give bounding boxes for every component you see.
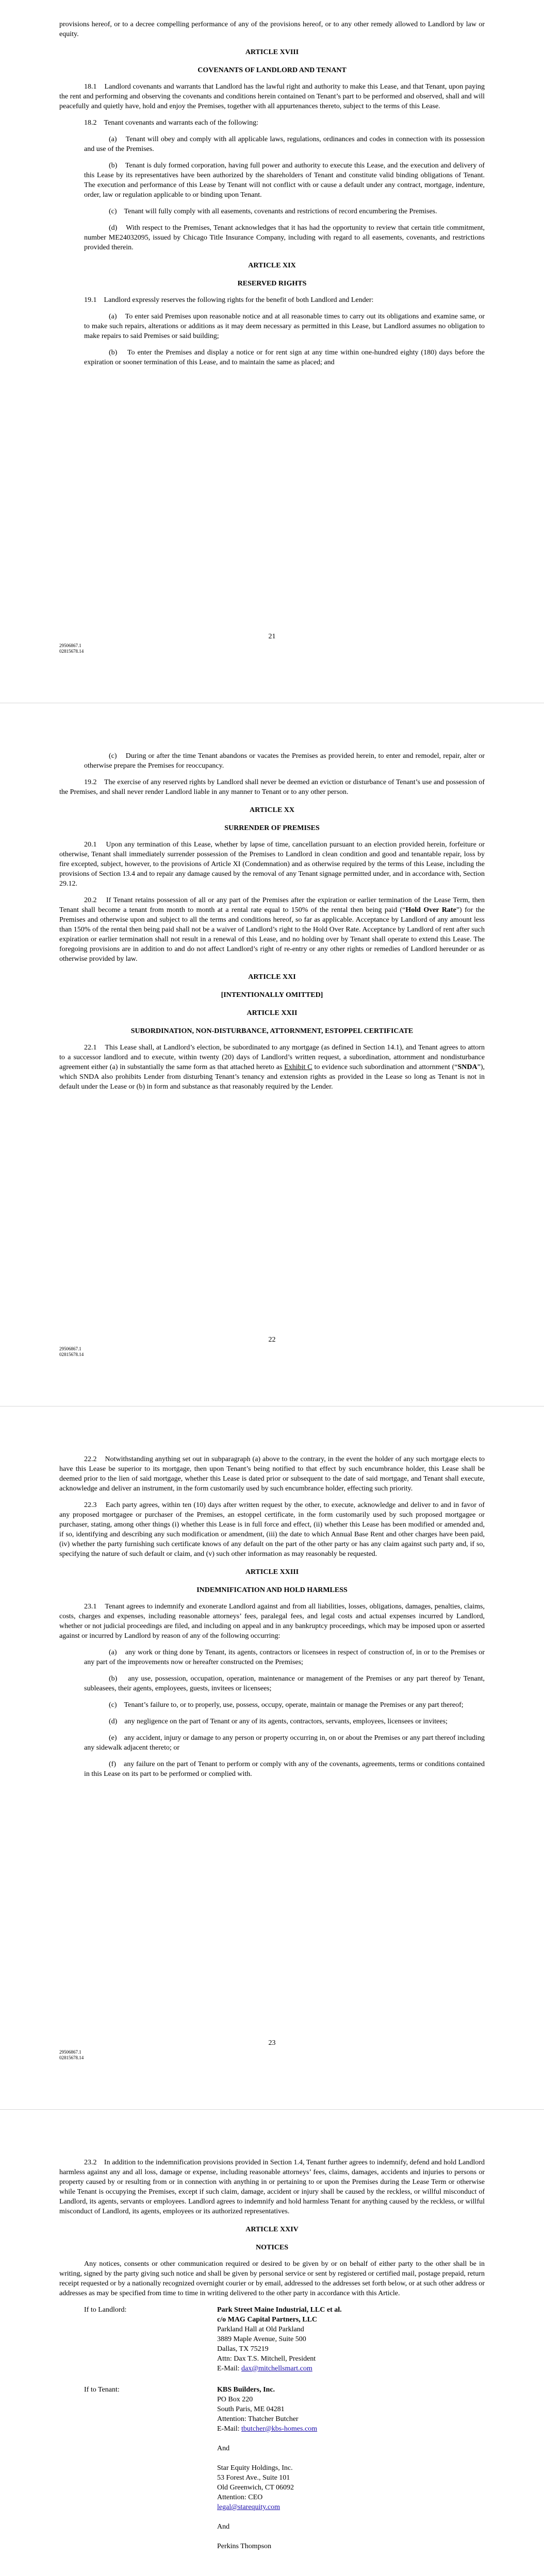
paragraph: provisions hereof, or to a decree compelling performance of any of the provisions hereof, or to any other remedy allowed to Landlord by law or equity.: [59, 21, 485, 38]
notice-label: If to Tenant:: [84, 2386, 120, 2394]
text-run: ”) for the Premises and otherwise upon and subject to all the terms and conditions hereof, so far as applicable. Acceptance by Landlord of any amount less than 150% of the rental then being paid shall not be a waiver of Landlord’s right to the Hold Over Rate. Acceptance by Landlord of rent after such expiration or earlier termination shall not result in a renewal of this Lease, and no holding over by Tenant shall operate to extend this Lease. The foregoing provisions are in addition to and do not affect Landlord’s right of re-entry or any other rights or remedies of Landlord hereunder or as otherwise provided by law.: [59, 906, 485, 963]
section-19-1-c: (c) During or after the time Tenant abandons or vacates the Premises as provided herein, to enter and remodel, repair, alter or otherwise prepare the Premises for reoccupancy.: [84, 752, 485, 770]
doc-id-line: 29506867.1: [59, 1346, 81, 1351]
doc-id: [59, 643, 84, 654]
section-23-1-a: (a) any work or thing done by Tenant, its agents, contractors or licensees in respect of construction of, in or to the Premises or any part of the improvements now or hereafter constructed on the Premises;: [84, 1649, 485, 1666]
doc-id-line: 29506867.1: [59, 2049, 81, 2055]
article-title: INDEMNIFICATION AND HOLD HARMLESS: [196, 1586, 348, 1594]
section-23-1-f: (f) any failure on the part of Tenant to perform or comply with any of the covenants, agreements, terms or conditions contained in this Lease on its part to be performed or complied with.: [84, 1760, 485, 1778]
section-18-2-b: (b) Tenant is duly formed corporation, having full power and authority to execute this Lease, and the execution and delivery of this Lease by its representatives have been authorized by the shareholders of Tenant and constitute valid binding obligations of Tenant. The execution and performance of this Lease by Tenant will not conflict with or cause a default under any contract, mortgage, indenture, order, law or regulation applicable to or binding upon Tenant.: [84, 162, 485, 199]
section-19-1-b: (b) To enter the Premises and display a notice or for rent sign at any time within one-hundred eighty (180) days before the expiration or sooner termination of this Lease, and to maintain the same as placed; and: [84, 349, 485, 366]
address-line: Star Equity Holdings, Inc.: [217, 2464, 293, 2472]
article-heading: ARTICLE XXIII: [245, 1568, 299, 1576]
section-18-2: 18.2 Tenant covenants and warrants each of the following:: [84, 119, 259, 127]
email-line: [217, 2364, 342, 2374]
notice-label: If to Landlord:: [84, 2306, 127, 2314]
section-22-1: [59, 1043, 485, 1092]
page-23: [0, 1406, 544, 2110]
doc-id: [59, 2049, 84, 2061]
section-18-2-d: (d) With respect to the Premises, Tenant acknowledges that it has had the opportunity to review that certain title commitment, number ME24032095, issued by Chicago Title Insurance Company, including with regard to all easements, covenants, and restrictions provided therein.: [84, 224, 485, 251]
notice-addresses: [84, 2305, 485, 2551]
address-line: Dallas, TX 75219: [217, 2345, 269, 2353]
section-19-2: 19.2 The exercise of any reserved rights by Landlord shall never be deemed an eviction or disturbance of Tenant’s use and possession of the Premises, and shall never render Landlord liable in any manner to Tenant or to any other person.: [59, 778, 485, 796]
doc-id-line: 02815678.14: [59, 649, 84, 654]
article-heading: ARTICLE XXIV: [245, 2226, 299, 2233]
address-line: Attention: Thatcher Butcher: [217, 2415, 299, 2423]
section-22-3: 22.3 Each party agrees, within ten (10) days after written request by the other, to execute, acknowledge and deliver to and in favor of any proposed mortgagee or purchaser of the Premises, an estoppel certificate, in the form customarily used by such proposed mortgagee or purchaser, stating, among other things (i) whether this Lease is in full force and effect, (ii) whether this Lease has been modified or amended and, if so, identifying and describing any such modification or amendment, (iii) the date to which Annual Base Rent and other charges have been paid, (iv) whether the party furnishing such certificate knows of any default on the part of the other party or has any claim against such party and, if so, specifying the nature of such default or claim, and (v) such other information as may reasonably be requested.: [59, 1501, 485, 1558]
text-run: 20.2 If Tenant retains possession of all or any part of the Premises after the expiration or earlier termination of the Lease Term, then Tenant shall become a tenant from month to month at a rental rate equal to 150% of the rental then being paid (“: [59, 896, 485, 914]
section-22-2: 22.2 Notwithstanding anything set out in subparagraph (a) above to the contrary, in the event the holder of any such mortgage elects to have this Lease be superior to its mortgage, then upon Tenant’s being notified to that effect by such encumbrance holder, this Lease shall be deemed prior to the lien of said mortgage, whether this Lease is dated prior or subsequent to the date of said mortgage, and Tenant shall execute, acknowledge and deliver an instrument, in the form customarily used by such encumbrance holder, effecting such priority.: [59, 1455, 485, 1493]
email-link[interactable]: tbutcher@kbs-homes.com: [241, 2425, 318, 2433]
email-line: [217, 2424, 317, 2434]
address-line: PO Box 220: [217, 2396, 253, 2403]
article-title: SUBORDINATION, NON-DISTURBANCE, ATTORNMENT, ESTOPPEL CERTIFICATE: [130, 1027, 414, 1035]
address-line: 3889 Maple Avenue, Suite 500: [217, 2335, 306, 2343]
text-run: 22.1 This Lease shall, at Landlord’s election, be subordinated to any mortgage (as defined in Section 14.1), and Tenant agrees to attorn to a successor landlord and to execute, within twenty (20) days of Landlord’s written request, a subordination, attornment and nondisturbance agreement either (a) in substantially the same form as that attached hereto as: [59, 1044, 485, 1071]
and-connector: And: [217, 2523, 230, 2531]
tenant-address: [217, 2385, 317, 2551]
email-link[interactable]: dax@mitchellsmart.com: [241, 2365, 312, 2372]
and-connector: And: [217, 2445, 230, 2452]
page-number: 23: [268, 2039, 276, 2047]
address-line: Park Street Maine Industrial, LLC et al.: [217, 2306, 342, 2314]
defined-term: SNDA: [457, 1063, 477, 1071]
article-heading: ARTICLE XIX: [248, 262, 296, 269]
tenant-notice: [84, 2385, 485, 2551]
section-18-1: 18.1 Landlord covenants and warrants that Landlord has the lawful right and authority to make this Lease, and that Tenant, upon paying the rent and performing and observing the covenants and conditions herein contained on Tenant’s part to be performed and observed, shall and will peacefully and quietly have, hold and enjoy the Premises, together with all appurtenances thereto, subject to the terms of this Lease.: [59, 83, 485, 110]
article-heading: ARTICLE XXI: [248, 973, 296, 981]
article-title: RESERVED RIGHTS: [237, 280, 307, 287]
email-label: E-Mail:: [217, 2365, 242, 2372]
address-line: c/o MAG Capital Partners, LLC: [217, 2316, 318, 2324]
section-19-1: 19.1 Landlord expressly reserves the following rights for the benefit of both Landlord and Lender:: [84, 296, 374, 304]
section-23-1: 23.1 Tenant agrees to indemnify and exonerate Landlord against and from all liabilities, losses, obligations, damages, penalties, claims, costs, charges and expenses, including reasonable attorneys’ fees, paralegal fees, and legal costs and actual expenses incurred by Landlord, whether or not judicial proceedings are filed, and including on appeal and in any bankruptcy proceedings, which may be imposed upon or asserted against or incurred by Landlord by reason of any of the following occurring:: [59, 1603, 485, 1640]
address-line: Attention: CEO: [217, 2494, 263, 2501]
section-20-1: 20.1 Upon any termination of this Lease, whether by lapse of time, cancellation pursuant to an election provided herein, forfeiture or otherwise, Tenant shall immediately surrender possession of the Premises to Landlord in clean condition and good and tenantable repair, loss by fire excepted, subject, however, to the provisions of Article XI (Condemnation) and as otherwise required by the terms of this Lease, including the provisions of Section 13.4 and to repair any damage caused by the removal of any Tenant signage permitted under, and in accordance with, Section 29.12.: [59, 841, 485, 888]
article-heading: ARTICLE XVIII: [245, 48, 299, 56]
section-23-1-c: (c) Tenant’s failure to, or to properly, use, possess, occupy, operate, maintain or manage the Premises or any part thereof;: [109, 1701, 464, 1709]
landlord-notice: [84, 2305, 485, 2374]
article-title: SURRENDER OF PREMISES: [224, 824, 320, 832]
address-line: South Paris, ME 04281: [217, 2405, 285, 2413]
landlord-address: [217, 2305, 342, 2374]
doc-id-line: 02815678.14: [59, 2055, 84, 2060]
doc-id-line: 29506867.1: [59, 643, 81, 648]
page-number: 21: [268, 633, 276, 640]
email-link[interactable]: legal@starequity.com: [217, 2503, 281, 2511]
page-22: [0, 703, 544, 1406]
defined-term: Hold Over Rate: [405, 906, 456, 914]
exhibit-reference: Exhibit C: [284, 1063, 312, 1071]
article-heading: ARTICLE XXII: [246, 1009, 298, 1017]
address-line: Attn: Dax T.S. Mitchell, President: [217, 2355, 316, 2363]
address-line: KBS Builders, Inc.: [217, 2386, 275, 2394]
section-20-2: [59, 895, 485, 964]
section-18-2-c: (c) Tenant will fully comply with all easements, covenants and restrictions of record encumbering the Premises.: [109, 208, 437, 215]
article-title: COVENANTS OF LANDLORD AND TENANT: [197, 66, 347, 74]
article-title: [INTENTIONALLY OMITTED]: [221, 991, 323, 999]
section-23-1-b: (b) any use, possession, occupation, operation, maintenance or management of the Premises or any part thereof by Tenant, subleasees, their agents, employees, guests, invitees or licensees;: [84, 1675, 485, 1692]
section-23-1-d: (d) any negligence on the part of Tenant or any of its agents, contractors, servants, employees, licensees or invitees;: [109, 1718, 448, 1725]
email-label: E-Mail:: [217, 2425, 242, 2433]
section-18-2-a: (a) Tenant will obey and comply with all applicable laws, regulations, ordinances and codes in connection with its possession and use of the Premises.: [84, 135, 485, 153]
doc-id: [59, 1346, 84, 1358]
address-line: Perkins Thompson: [217, 2543, 272, 2550]
section-19-1-a: (a) To enter said Premises upon reasonable notice and at all reasonable times to carry out its obligations and examine same, or to make such repairs, alterations or additions as it may deem necessary as permitted in this Lease, but Landlord assumes no obligation to make repairs to said Premises or said building;: [84, 313, 485, 340]
address-line: Parkland Hall at Old Parkland: [217, 2326, 304, 2333]
doc-id-line: 02815678.14: [59, 1352, 84, 1357]
section-23-1-e: (e) any accident, injury or damage to any person or property occurring in, on or about the Premises or any part thereof including any sidewalk adjacent thereto; or: [84, 1734, 485, 1752]
address-line: 53 Forest Ave., Suite 101: [217, 2474, 290, 2482]
text-run: ”), which SNDA also prohibits Lender from disturbing Tenant’s tenancy and extension rights as provided in the Lease so long as Tenant is not in default under the Lease or (b) in form and substance as that reasonably required by the Lender.: [59, 1063, 485, 1091]
notices-paragraph: Any notices, consents or other communication required or desired to be given by or on behalf of either party to the other shall be in writing, signed by the party giving such notice and shall be given by personal service or sent by registered or certified mail, postage prepaid, return receipt requested or by a nationally recognized overnight courier or by email, addressed to the addresses set forth below, or at such other address or addresses as may be specified from time to time in writing delivered to the other party in accordance with this Article.: [59, 2260, 485, 2297]
section-23-2: 23.2 In addition to the indemnification provisions provided in Section 1.4, Tenant further agrees to indemnify, defend and hold Landlord harmless against any and all loss, damage or expense, including reasonable attorneys’ fees, claims, damages, accidents and injuries to persons or property caused by or resulting from or in connection with anything in or pertaining to or upon the Premises during the Lease Term or otherwise while Tenant is occupying the Premises, except if such claim, damage, accident or injury shall be caused by the reckless, or willful misconduct of Landlord, its agents, servants or employees. Landlord agrees to indemnify and hold harmless Tenant for anything caused by the reckless, or willful misconduct of Landlord, its agents, employees or its authorized representatives.: [59, 2159, 485, 2215]
page-24: [0, 2110, 544, 2576]
article-title: NOTICES: [255, 2244, 289, 2251]
page-number: 22: [268, 1336, 276, 1344]
page-21: [0, 0, 544, 703]
address-line: Old Greenwich, CT 06092: [217, 2484, 294, 2492]
text-run: to evidence such subordination and attornment (“: [312, 1063, 458, 1071]
article-heading: ARTICLE XX: [249, 806, 295, 814]
